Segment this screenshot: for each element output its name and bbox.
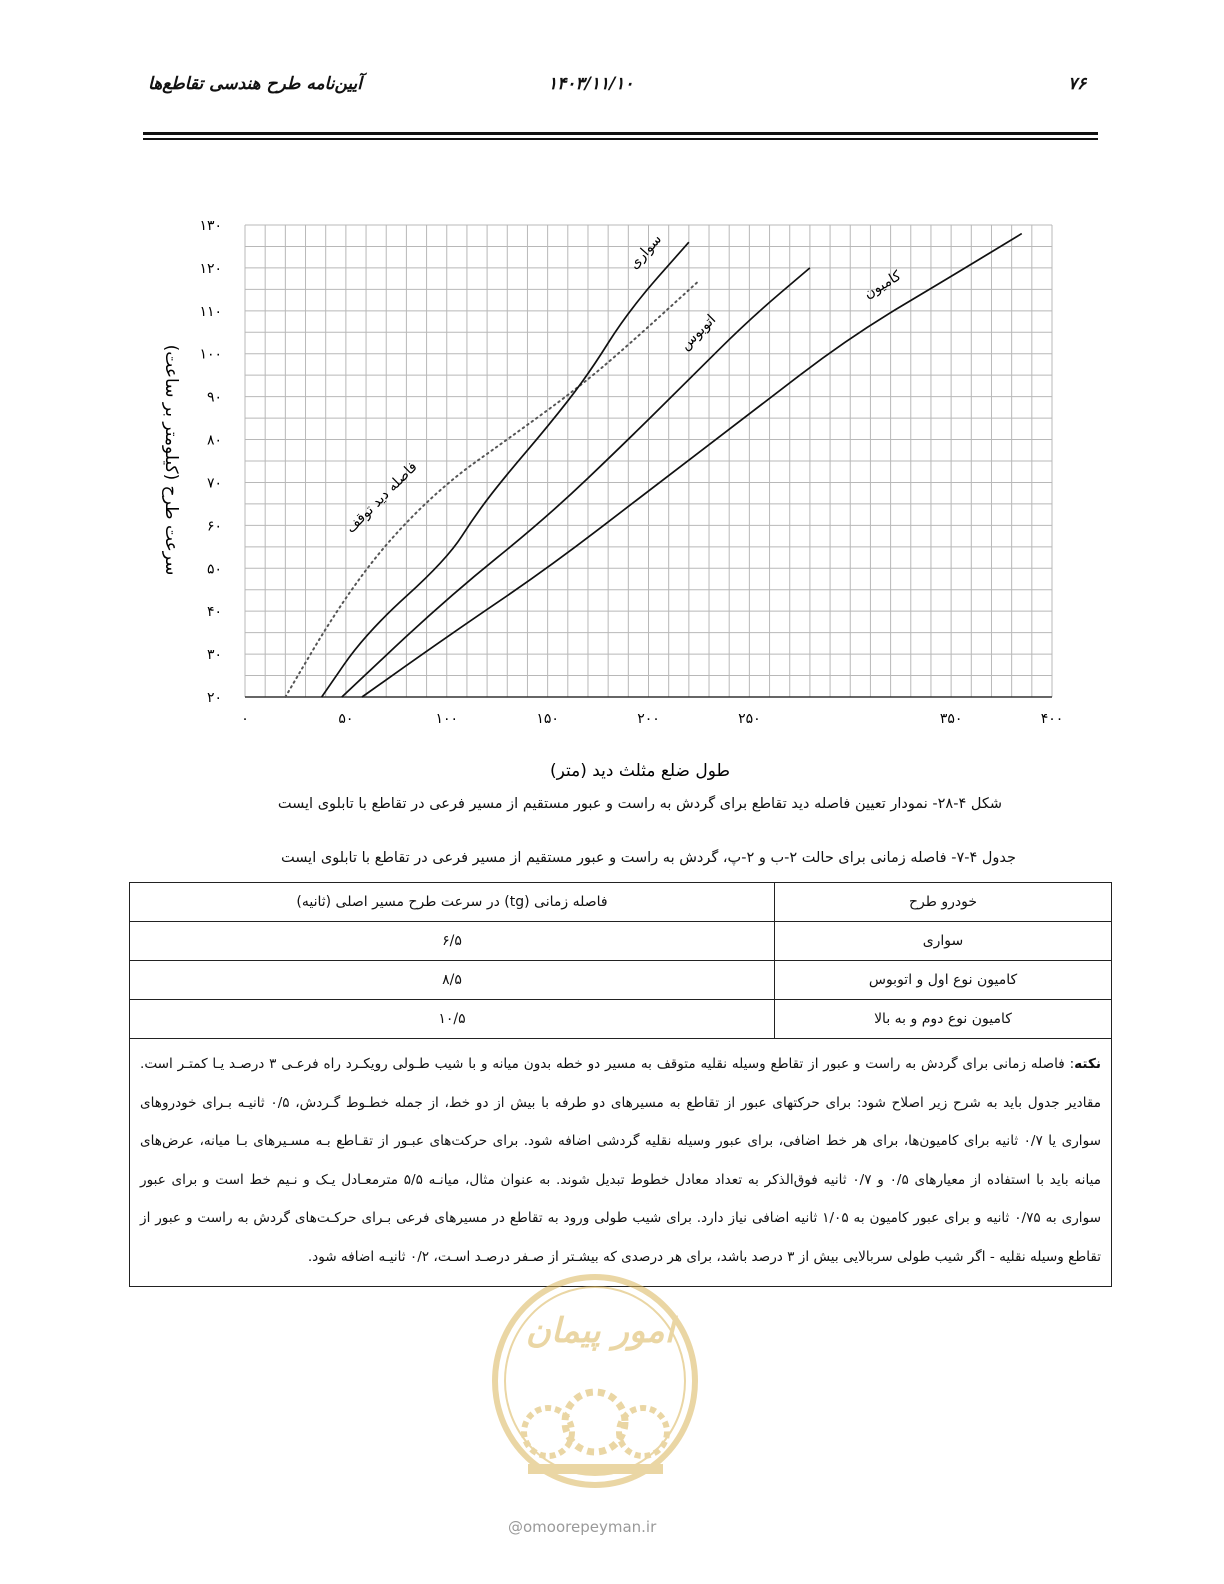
x-tick-label: ۳۵۰ xyxy=(939,711,963,727)
watermark-url: @omoorepeyman.ir xyxy=(508,1518,657,1536)
table-cell-vehicle: کامیون نوع دوم و به بالا xyxy=(775,1000,1112,1039)
x-tick-label: ۲۵۰ xyxy=(738,711,761,727)
table-row xyxy=(130,961,1112,1000)
y-axis-label: سرعت طرح (کیلومتر بر ساعت) xyxy=(161,344,181,576)
series-label: فاصله دید توقف xyxy=(342,458,421,537)
note-text: : فاصله زمانی برای گردش به راست و عبور از تقاطع وسیله نقلیه متوقف به مسیر دو خطه بدون میانه و با شیب طـولی رویکـرد راه فرعـی ۳ درصـد یـا کمتـر است. مقادیر جدول باید به شرح زیر اصلاح شود: برای حرکتهای عبور از تقاطع به مسیرهای دو طرفه با بیش از دو خط، از جمله خطـوط گـردش، ۰/۵ ثانیـه بـرای خودروهای سواری یا ۰/۷ ثانیه برای کامیون‌ها، برای هر خط اضافی، برای عبور وسیله نقلیه گردشی اضافه شود. برای حرکت‌های عبـور از تقـاطع بـه مسـیرهای بـا میانه، عرض‌های میانه باید با استفاده از معیارهای ۰/۵ و ۰/۷ ثانیه فوق‌الذکر به تعداد معادل خطوط تبدیل شوند. به عنوان مثال، میانـه ۵/۵ مترمعـادل یـک و نـیم خط است و برای عبور سواری به ۰/۷۵ ثانیه و برای عبور کامیون به ۱/۰۵ ثانیه اضافی نیاز دارد. برای شیب طولی ورود به تقاطع در مسیرهای فرعی بـرای حرکـت‌های گردش به راست و عبور از تقاطع وسیله نقلیه - اگر شیب طولی سربالایی بیش از ۳ درصد باشد، برای هر درصدی که بیشـتر از صـفر درصـد اسـت، ۰/۲ ثانیـه اضافه شود. xyxy=(140,1056,1101,1265)
watermark-seal-logo xyxy=(488,1272,703,1490)
table-cell-vehicle: سواری xyxy=(775,922,1112,961)
y-tick-label: ۱۳۰ xyxy=(199,218,222,234)
table-header-time-gap: فاصله زمانی (tg) در سرعت طرح مسیر اصلی (ثانیه) xyxy=(130,883,775,922)
series-line xyxy=(285,281,699,697)
watermark-logo-text: امور پیمان xyxy=(525,1311,675,1351)
y-tick-label: ۸۰ xyxy=(206,432,222,449)
x-axis-label: طول ضلع مثلث دید (متر) xyxy=(549,761,731,781)
x-tick-label: ۰ xyxy=(241,711,249,727)
table-cell-time-gap: ۸/۵ xyxy=(130,961,775,1000)
y-tick-label: ۹۰ xyxy=(206,389,222,406)
time-gap-table xyxy=(129,882,1112,1287)
y-tick-label: ۲۰ xyxy=(206,690,222,706)
y-tick-label: ۶۰ xyxy=(206,518,222,535)
table-header-vehicle: خودرو طرح xyxy=(775,883,1112,922)
y-tick-label: ۱۱۰ xyxy=(199,303,222,320)
x-tick-label: ۱۵۰ xyxy=(536,711,559,727)
x-tick-label: ۵۰ xyxy=(338,711,354,727)
y-tick-label: ۵۰ xyxy=(206,561,222,578)
sight-distance-chart xyxy=(0,0,1224,790)
y-tick-label: ۷۰ xyxy=(206,475,222,492)
chart-series xyxy=(285,234,1021,697)
series-line xyxy=(362,234,1022,697)
series-label: سواری xyxy=(626,231,666,273)
table-caption: جدول ۴-۷- فاصله زمانی برای حالت ۲-ب و ۲-پ، گردش به راست و عبور مستقیم از مسیر فرعی در تقاطع با تابلوی ایست xyxy=(281,850,1016,866)
table-note xyxy=(130,1039,1112,1287)
x-tick-label: ۱۰۰ xyxy=(435,711,459,727)
table-cell-vehicle: کامیون نوع اول و اتوبوس xyxy=(775,961,1112,1000)
figure-caption: شکل ۴-۲۸- نمودار تعیین فاصله دید تقاطع برای گردش به راست و عبور مستقیم از مسیر فرعی در تقاطع با تابلوی ایست xyxy=(277,796,1002,812)
series-label: کامیون xyxy=(861,267,904,303)
table-header-row xyxy=(130,883,1112,922)
running-header-title: آیین‌نامه طرح هندسی تقاطع‌ها xyxy=(148,74,362,94)
table-row xyxy=(130,1000,1112,1039)
running-header-date: ۱۴۰۳/۱۱/۱۰ xyxy=(548,74,634,94)
series-label: اتوبوس xyxy=(677,311,720,354)
y-tick-label: ۴۰ xyxy=(206,604,222,621)
table-cell-time-gap: ۱۰/۵ xyxy=(130,1000,775,1039)
y-tick-label: ۳۰ xyxy=(206,647,222,664)
y-tick-label: ۱۲۰ xyxy=(199,260,222,277)
table-cell-time-gap: ۶/۵ xyxy=(130,922,775,961)
table-row xyxy=(130,922,1112,961)
note-label: نکته xyxy=(1074,1056,1101,1072)
x-tick-label: ۲۰۰ xyxy=(637,711,660,727)
chart-ticks xyxy=(199,218,1063,727)
chart-grid xyxy=(245,225,1052,697)
y-tick-label: ۱۰۰ xyxy=(199,346,222,363)
x-tick-label: ۴۰۰ xyxy=(1040,711,1064,727)
table-note-row xyxy=(130,1039,1112,1287)
page-number: ۷۶ xyxy=(1068,74,1087,94)
